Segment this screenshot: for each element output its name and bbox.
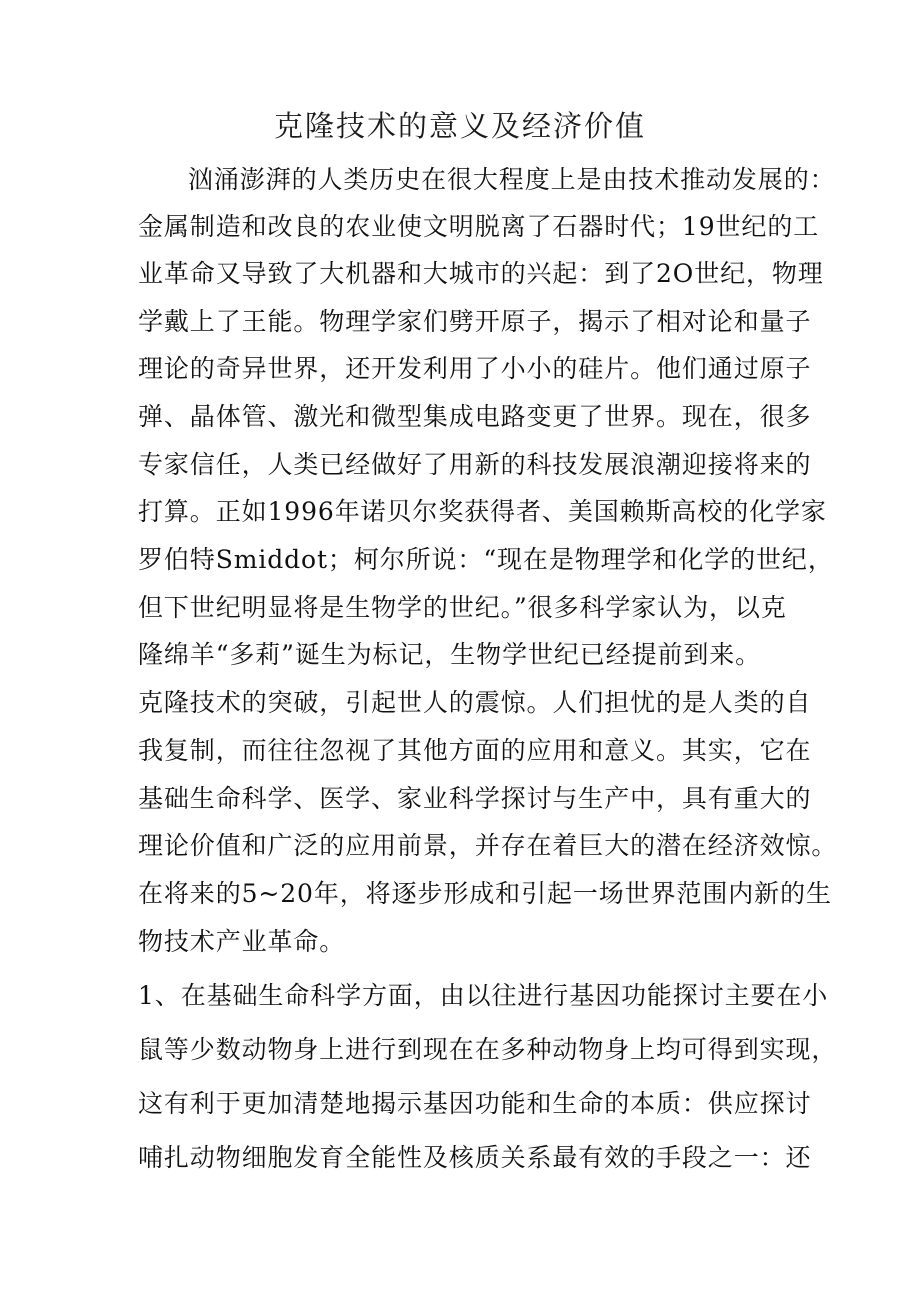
- text-line: 学戴上了王能。物理学家们劈开原子，揭示了相对论和量子: [138, 307, 812, 336]
- text-line: 在将来的5~20年，将逐步形成和引起一场世界范围内新的生: [138, 879, 832, 908]
- text-line: 弹、晶体管、激光和微型集成电路变更了世界。现在，很多: [138, 402, 812, 431]
- text-line: 这有利于更加清楚地揭示基因功能和生命的本质：供应探讨: [138, 1089, 812, 1118]
- text-line: 金属制造和改良的农业使文明脱离了石器时代；19世纪的工: [138, 212, 820, 241]
- text-line: 罗伯特Smiddot；柯尔所说：“现在是物理学和化学的世纪，: [138, 545, 834, 574]
- text-line: 但下世纪明显将是生物学的世纪。”很多科学家认为，以克: [138, 593, 787, 622]
- document-title: 克隆技术的意义及经济价值: [273, 109, 646, 143]
- text-line: 克隆技术的突破，引起世人的震惊。人们担忧的是人类的自: [138, 688, 812, 717]
- text-line: 专家信任，人类已经做好了用新的科技发展浪潮迎接将来的: [138, 450, 812, 479]
- text-line: 鼠等少数动物身上进行到现在在多种动物身上均可得到实现，: [138, 1035, 838, 1064]
- text-line: 打算。正如1996年诺贝尔奖获得者、美国赖斯高校的化学家: [138, 497, 827, 526]
- text-line: 基础生命科学、医学、家业科学探讨与生产中，具有重大的: [138, 784, 812, 813]
- text-line: 业革命又导致了大机器和大城市的兴起：到了2O世纪，物理: [138, 259, 824, 288]
- text-line: 我复制，而往往忽视了其他方面的应用和意义。其实，它在: [138, 736, 812, 765]
- text-line: 1、在基础生命科学方面，由以往进行基因功能探讨主要在小: [138, 981, 829, 1010]
- text-line: 理论价值和广泛的应用前景，并存在着巨大的潜在经济效惊。: [138, 831, 838, 860]
- text-line: 物技术产业革命。: [138, 927, 346, 956]
- text-line: 哺扎动物细胞发育全能性及核质关系最有效的手段之一：还: [138, 1143, 812, 1172]
- text-line: 隆绵羊“多莉”诞生为标记，生物学世纪已经提前到来。: [138, 640, 762, 669]
- text-line: 汹涌澎湃的人类历史在很大程度上是由技术推动发展的：: [188, 165, 836, 194]
- text-line: 理论的奇异世界，还开发利用了小小的硅片。他们通过原子: [138, 354, 812, 383]
